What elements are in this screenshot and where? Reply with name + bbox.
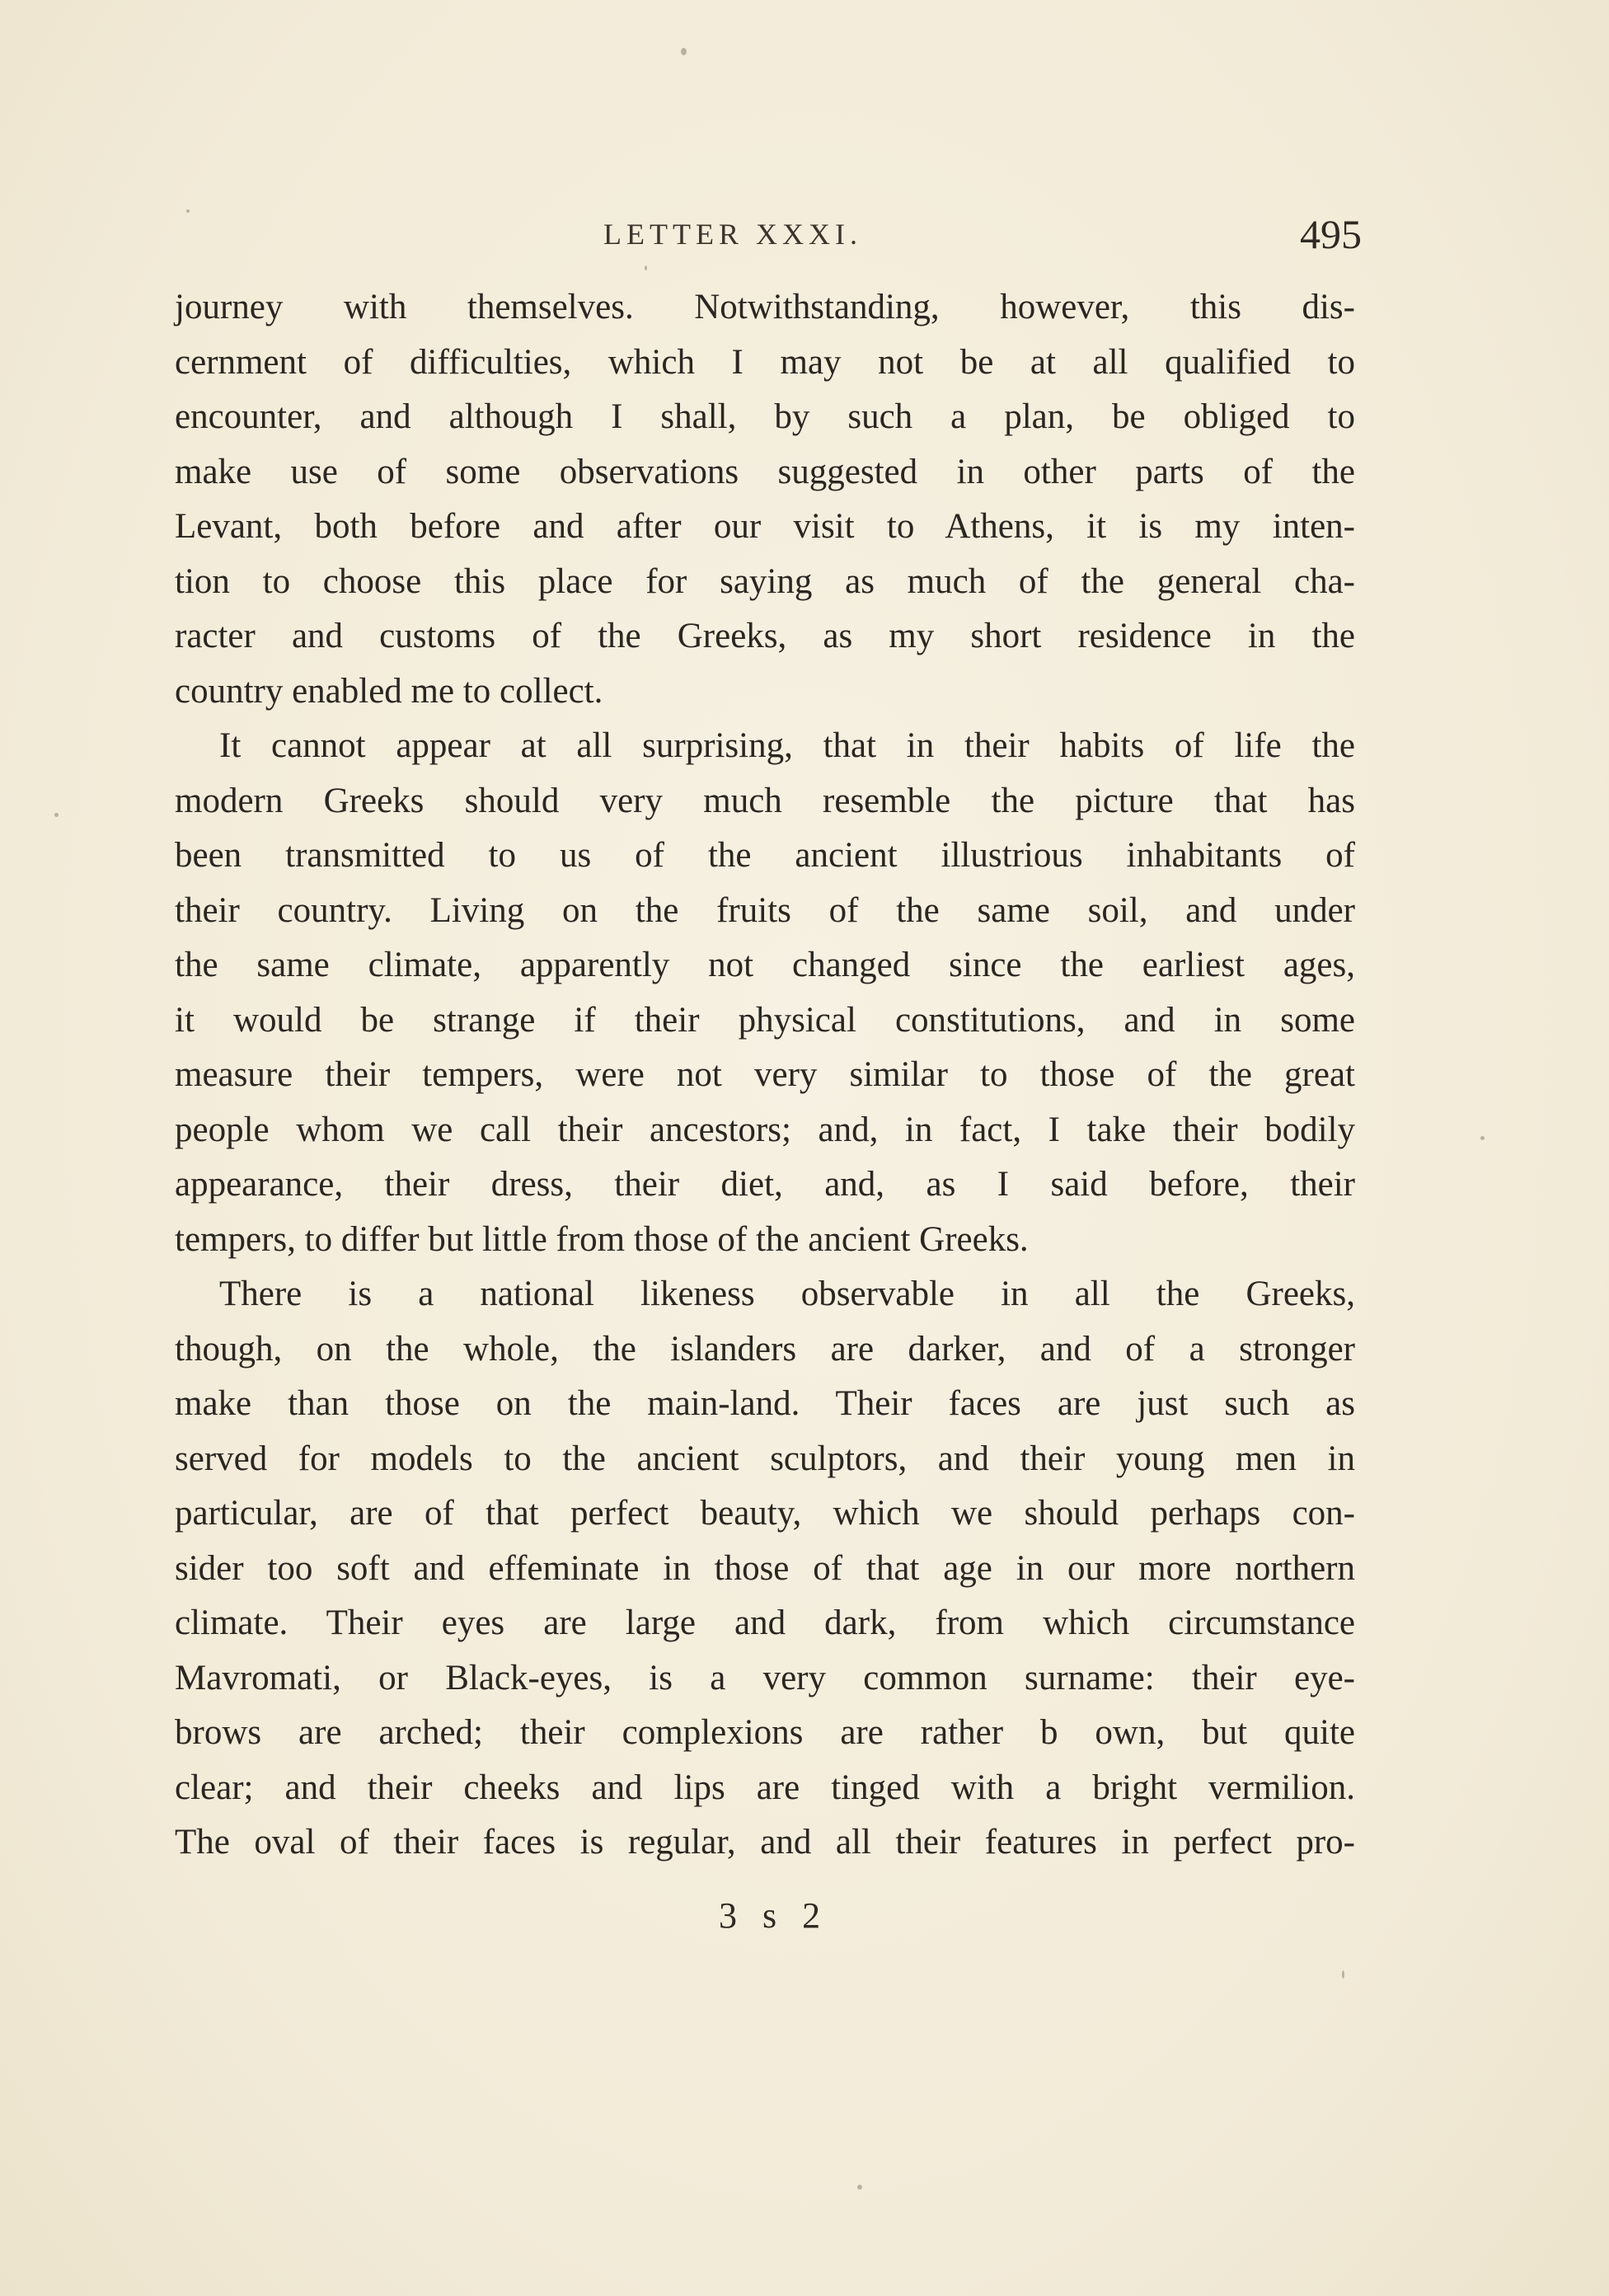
paper-speck — [1342, 1970, 1344, 1979]
text-line: sider too soft and effeminate in those of that age in our more northern — [175, 1548, 1355, 1588]
paper-speck — [186, 209, 190, 213]
text-line: modern Greeks should very much resemble the picture that has — [175, 781, 1355, 820]
page-header — [175, 210, 1362, 268]
text-line: The oval of their faces is regular, and all their features in perfect pro- — [175, 1823, 1355, 1862]
text-line: There is a national likeness observable in all the Greeks, — [219, 1275, 1355, 1313]
text-line: country enabled me to collect. — [175, 671, 603, 711]
body-text — [175, 280, 1355, 1871]
text-line: been transmitted to us of the ancient illustrious inhabitants of — [175, 836, 1355, 875]
text-line: Levant, both before and after our visit to Athens, it is my inten- — [175, 507, 1355, 546]
text-line: Mavromati, or Black-eyes, is a very common surname: their eye- — [175, 1658, 1355, 1697]
paper-speck — [645, 265, 647, 270]
text-line: it would be strange if their physical constitutions, and in some — [175, 1000, 1355, 1040]
text-line: their country. Living on the fruits of the same soil, and under — [175, 890, 1355, 930]
paper-speck — [857, 2185, 862, 2190]
text-line: measure their tempers, were not very similar to those of the great — [175, 1055, 1355, 1094]
text-line: make than those on the main-land. Their faces are just such as — [175, 1384, 1355, 1423]
text-line: journey with themselves. Notwithstanding, however, this dis- — [175, 288, 1355, 326]
text-line: encounter, and although I shall, by such a plan, be obliged to — [175, 397, 1355, 436]
text-line: appearance, their dress, their diet, and, as I said before, their — [175, 1165, 1355, 1204]
running-head: LETTER XXXI. — [603, 218, 862, 251]
text-line: the same climate, apparently not changed since the earliest ages, — [175, 946, 1355, 984]
paper-speck — [54, 813, 59, 817]
text-line: particular, are of that perfect beauty, which we should perhaps con- — [175, 1494, 1355, 1533]
text-line: It cannot appear at all surprising, that in their habits of life the — [219, 726, 1355, 765]
text-line: people whom we call their ancestors; and, in fact, I take their bodily — [175, 1110, 1355, 1149]
text-line: cernment of difficulties, which I may not be at all qualified to — [175, 342, 1355, 382]
text-line: clear; and their cheeks and lips are tinged with a bright vermilion. — [175, 1768, 1355, 1807]
text-line: brows are arched; their complexions are rather b own, but quite — [175, 1713, 1355, 1752]
text-line: tion to choose this place for saying as much of the general cha- — [175, 561, 1355, 601]
text-line: make use of some observations suggested in other parts of the — [175, 452, 1355, 491]
page-number: 495 — [1300, 211, 1362, 257]
text-line: tempers, to differ but little from those of the ancient Greeks. — [175, 1219, 1029, 1259]
text-line: served for models to the ancient sculptors, and their young men in — [175, 1439, 1355, 1478]
text-line: though, on the whole, the islanders are darker, and of a stronger — [175, 1329, 1355, 1369]
text-line: racter and customs of the Greeks, as my short residence in the — [175, 617, 1355, 655]
text-line: climate. Their eyes are large and dark, from which circumstance — [175, 1603, 1355, 1642]
signature-mark: 3 s 2 — [719, 1895, 829, 1936]
paper-speck — [1480, 1136, 1485, 1140]
paper-speck — [681, 48, 687, 55]
